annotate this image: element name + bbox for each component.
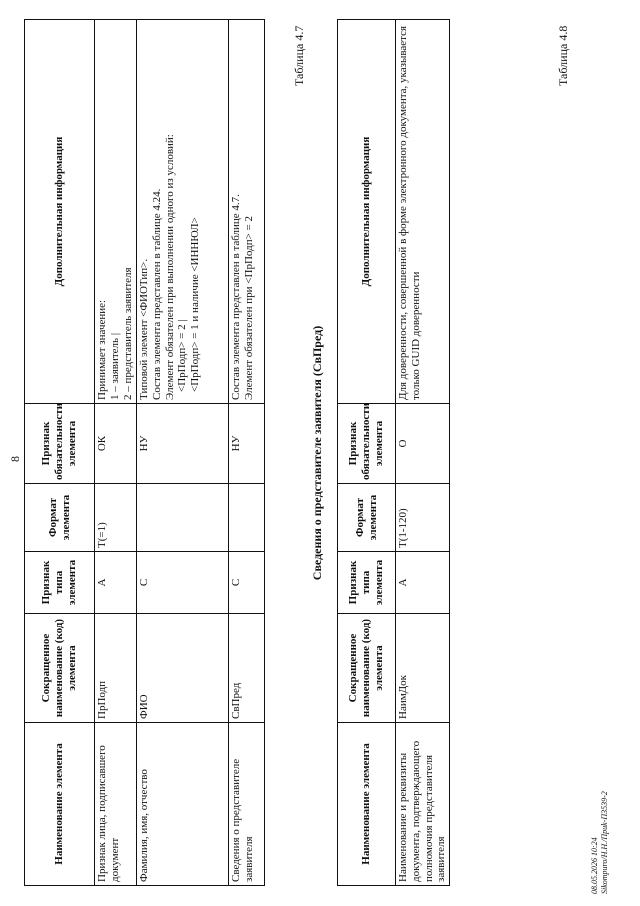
page-number: 8 — [8, 456, 22, 462]
cell-required: ОК — [95, 404, 137, 484]
table-row — [95, 20, 137, 886]
header-additional-info: Дополнительная информация — [338, 20, 396, 404]
cell-code: ФИО — [137, 614, 229, 723]
cell-format: T(1-120) — [396, 484, 450, 552]
header-element-type: Признак типа элемента — [25, 552, 95, 614]
table-caption: Таблица 4.7 — [292, 25, 306, 86]
header-element-name: Наименование элемента — [25, 723, 95, 886]
cell-info: Для доверенности, совершенной в форме электронного документа, указывается только GUID доверенности — [396, 20, 450, 404]
table-row — [229, 20, 265, 886]
cell-code: СвПред — [229, 614, 265, 723]
info-line: <ПрПодп> = 1 и наличие <ИННЮЛ> — [189, 217, 201, 392]
table-row — [137, 20, 229, 886]
footer-stamp — [590, 791, 609, 894]
header-element-required: Признак обязательности элемента — [338, 404, 396, 484]
cell-format — [229, 484, 265, 552]
footer-date: 08.05.2026 10:24 — [590, 837, 599, 894]
table-4-7 — [24, 19, 265, 886]
cell-code: ПрПодп — [95, 614, 137, 723]
header-element-required: Признак обязательности элемента — [25, 404, 95, 484]
footer-reference: Sikompuro/Н.Н./Приk-ПЗ539-2 — [599, 791, 609, 894]
cell-name: Фамилия, имя, отчество — [137, 723, 229, 886]
cell-type: А — [396, 552, 450, 614]
cell-type: А — [95, 552, 137, 614]
header-element-format: Формат элемента — [25, 484, 95, 552]
info-line: Элемент обязателен при выполнении одного из условий: — [163, 134, 176, 400]
cell-info — [229, 20, 265, 404]
info-line: Состав элемента представлен в таблице 4.24. — [150, 188, 163, 400]
header-element-code: Сокращенное наименование (код) элемента — [25, 614, 95, 723]
section-title: Сведения о представителе заявителя (СвПред) — [310, 325, 324, 581]
cell-name: Сведения о представителе заявителя — [229, 723, 265, 886]
info-line: 1 – заявитель | — [108, 332, 121, 400]
cell-required: НУ — [137, 404, 229, 484]
info-line: Состав элемента представлен в таблице 4.7. — [230, 194, 242, 400]
header-additional-info: Дополнительная информация — [25, 20, 95, 404]
header-element-format: Формат элемента — [338, 484, 396, 552]
table-caption: Таблица 4.8 — [556, 25, 570, 86]
cell-info — [95, 20, 137, 404]
info-line: Типовой элемент <ФИОТип>. — [138, 258, 150, 400]
info-line: Элемент обязателен при <ПрПодп> = 2 — [242, 216, 255, 400]
table-row — [396, 20, 450, 886]
cell-format — [137, 484, 229, 552]
cell-name: Признак лица, подписавшего документ — [95, 723, 137, 886]
header-element-type: Признак типа элемента — [338, 552, 396, 614]
info-line: <ПрПодп> = 2 | — [176, 319, 189, 392]
cell-name: Наименование и реквизиты документа, подтверждающего полномочия представителя заявителя — [396, 723, 450, 886]
info-line: Принимает значение: — [96, 299, 108, 400]
cell-type: С — [137, 552, 229, 614]
header-element-code: Сокращенное наименование (код) элемента — [338, 614, 396, 723]
cell-code: НаимДок — [396, 614, 450, 723]
cell-format: T(=1) — [95, 484, 137, 552]
cell-required: О — [396, 404, 450, 484]
info-line: 2 – представитель заявителя — [121, 267, 134, 400]
header-element-name: Наименование элемента — [338, 723, 396, 886]
table-header-row — [25, 20, 95, 886]
table-4-8 — [337, 19, 450, 886]
cell-required: НУ — [229, 404, 265, 484]
cell-type: С — [229, 552, 265, 614]
cell-info — [137, 20, 229, 404]
table-header-row — [338, 20, 396, 886]
